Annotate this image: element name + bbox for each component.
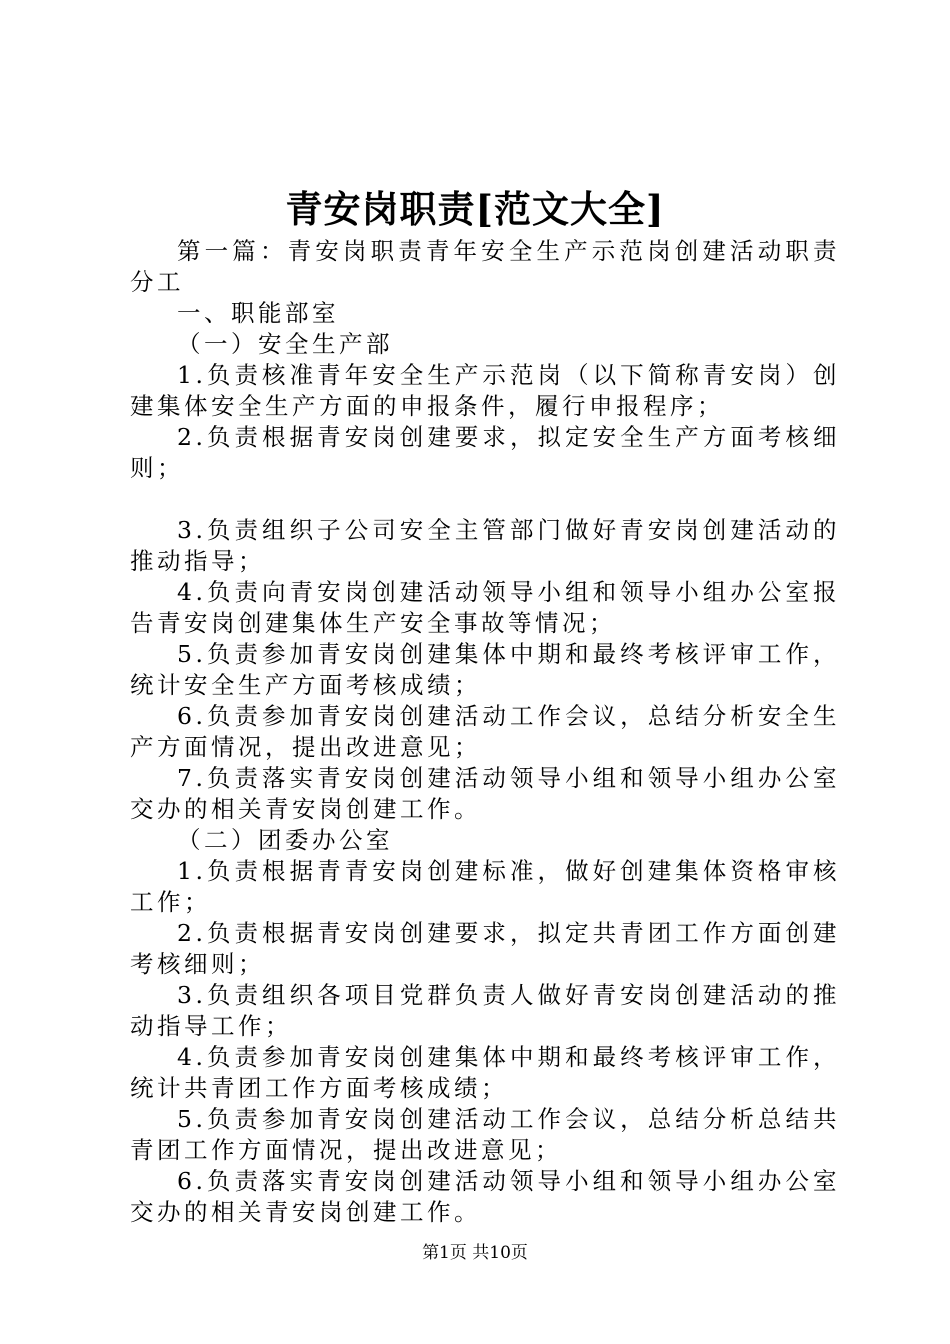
paragraph-chapter-heading: 第一篇：青安岗职责青年安全生产示范岗创建活动职责分工 xyxy=(130,237,840,296)
paragraph-subsection-heading: （一）安全生产部 xyxy=(177,330,393,358)
paragraph-item: 6.负责落实青安岗创建活动领导小组和领导小组办公室交办的相关青安岗创建工作。 xyxy=(130,1167,840,1226)
paragraph-item: 1.负责根据青青安岗创建标准，做好创建集体资格审核工作； xyxy=(130,857,840,916)
paragraph-item: 7.负责落实青安岗创建活动领导小组和领导小组办公室交办的相关青安岗创建工作。 xyxy=(130,764,840,823)
paragraph-item: 5.负责参加青安岗创建集体中期和最终考核评审工作，统计安全生产方面考核成绩； xyxy=(130,640,840,699)
paragraph-item: 1.负责核准青年安全生产示范岗（以下简称青安岗）创建集体安全生产方面的申报条件，履行申报程序； xyxy=(130,361,840,420)
document-body xyxy=(130,236,840,1228)
paragraph-item: 2.负责根据青安岗创建要求，拟定共青团工作方面创建考核细则； xyxy=(130,919,840,978)
paragraph-item: 4.负责向青安岗创建活动领导小组和领导小组办公室报告青安岗创建集体生产安全事故等情况； xyxy=(130,578,840,637)
paragraph-subsection-heading: （二）团委办公室 xyxy=(177,826,393,854)
paragraph-item: 2.负责根据青安岗创建要求，拟定安全生产方面考核细则； xyxy=(130,423,840,482)
paragraph-item: 3.负责组织各项目党群负责人做好青安岗创建活动的推动指导工作； xyxy=(130,981,840,1040)
paragraph-item: 5.负责参加青安岗创建活动工作会议，总结分析总结共青团工作方面情况，提出改进意见； xyxy=(130,1105,840,1164)
page-number-footer: 第1页 共10页 xyxy=(422,1243,528,1263)
document-title: 青安岗职责[范文大全] xyxy=(285,187,665,231)
paragraph-section-heading: 一、职能部室 xyxy=(177,299,339,327)
paragraph-item: 6.负责参加青安岗创建活动工作会议，总结分析安全生产方面情况，提出改进意见； xyxy=(130,702,840,761)
paragraph-item: 4.负责参加青安岗创建集体中期和最终考核评审工作，统计共青团工作方面考核成绩； xyxy=(130,1043,840,1102)
paragraph-item: 3.负责组织子公司安全主管部门做好青安岗创建活动的推动指导； xyxy=(130,516,840,575)
blank-line xyxy=(130,484,840,515)
